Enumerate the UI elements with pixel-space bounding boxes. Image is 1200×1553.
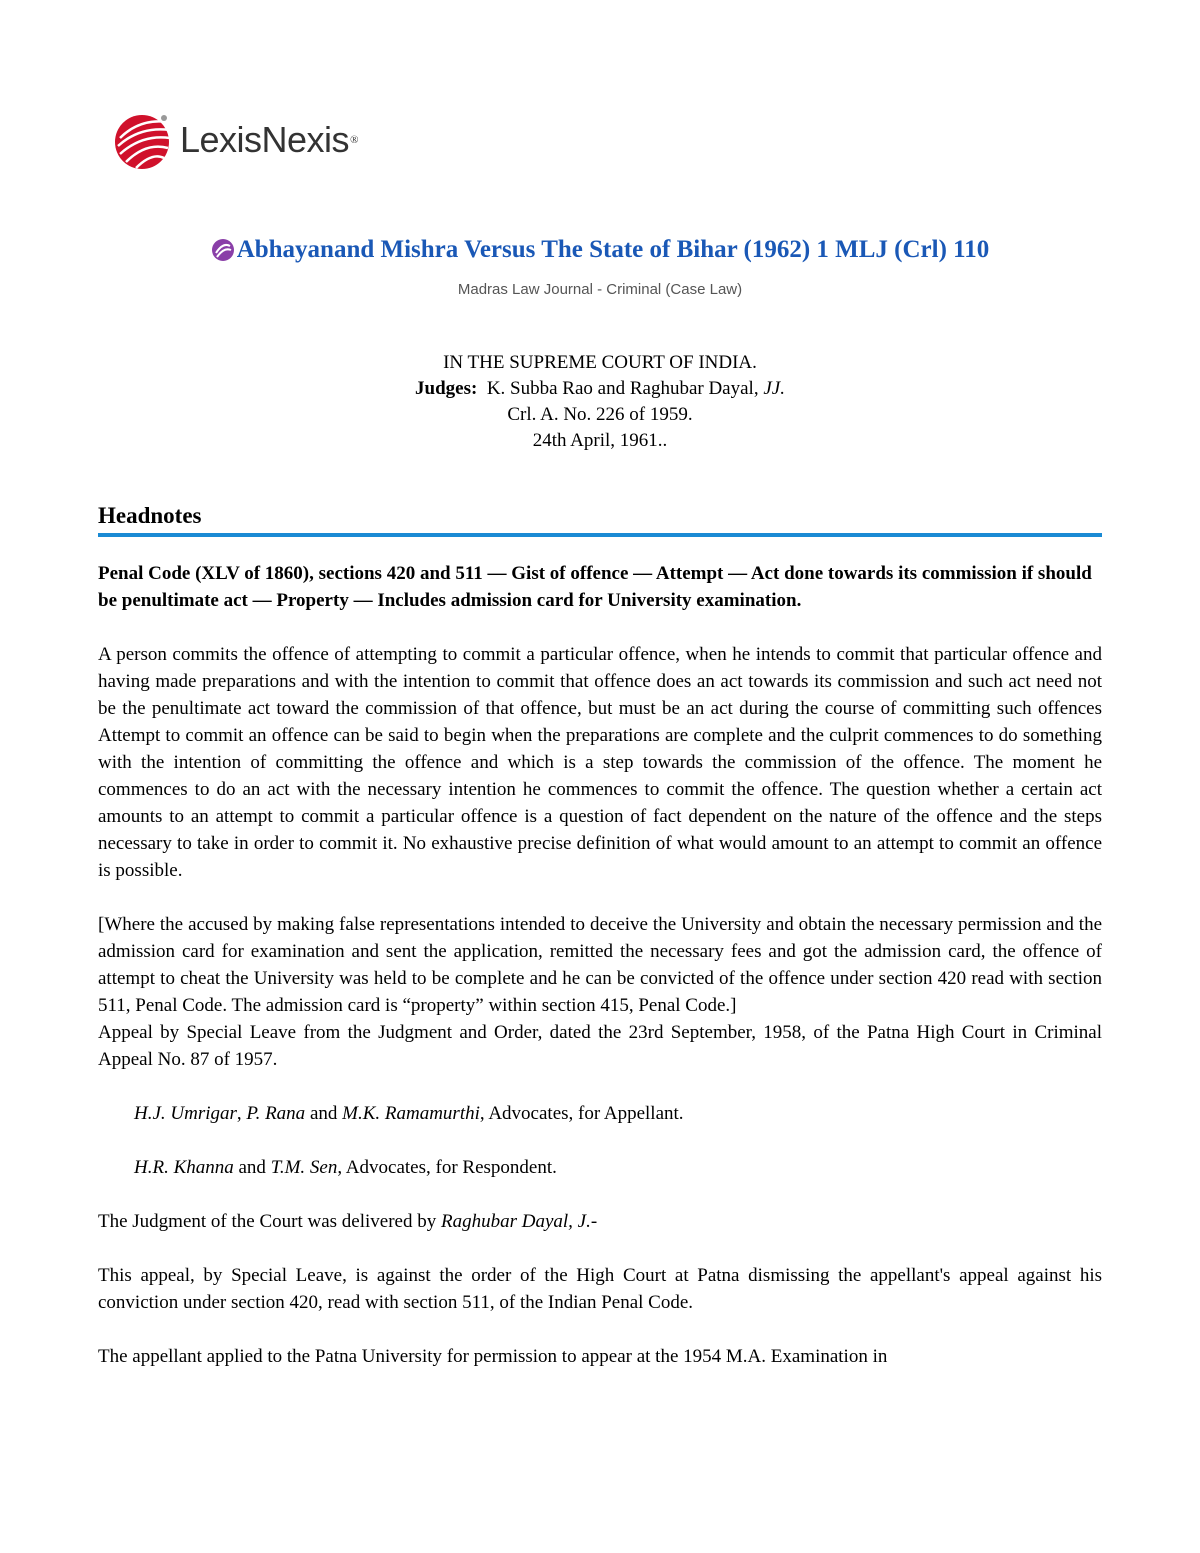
document-title[interactable]: [211, 234, 990, 266]
judges-suffix: JJ.: [763, 378, 785, 399]
advocate-role: , Advocates, for Respondent.: [337, 1157, 557, 1178]
headnotes-heading: Headnotes: [98, 503, 202, 528]
title-block: [0, 234, 1200, 298]
advocate-name: M.K. Ramamurthi: [342, 1103, 480, 1124]
document-body: [98, 560, 1102, 1397]
advocate-name: H.R. Khanna: [134, 1157, 234, 1178]
paragraph: A person commits the offence of attempting to commit a particular offence, when he intends to commit that particular offence and having made preparations and with the intention to commit that offence does an act towards its commission and such act need not be the penultimate act toward the commission of that offence, but must be an act during the course of committing such offences Attempt to commit an offence can be said to begin when the preparations are complete and the culprit commences to do something with the intention of committing the offence and which is a step towards the commission of the offence. The moment he commences to do an act with the necessary intention he commences to commit the offence. The question whether a certain act amounts to an attempt to commit a particular offence is a question of fact dependent on the nature of the offence and the steps necessary to take in order to commit it. No exhaustive precise definition of what would amount to an attempt to commit an offence is possible.: [98, 644, 1102, 881]
advocate-name: H.J. Umrigar: [134, 1103, 237, 1124]
paragraph: Appeal by Special Leave from the Judgment and Order, dated the 23rd September, 1958, of the Patna High Court in Criminal Appeal No. 87 of 1957.: [98, 1022, 1102, 1070]
paragraph: This appeal, by Special Leave, is against the order of the High Court at Patna dismissing the appellant's appeal against his conviction under section 420, read with section 511, of the Indian Penal Code.: [98, 1265, 1102, 1313]
case-law-icon: [211, 238, 235, 262]
document-title-text: Abhayanand Mishra Versus The State of Bihar (1962) 1 MLJ (Crl) 110: [236, 236, 990, 263]
judgment-delivery-line: [98, 1208, 1102, 1235]
logo-trademark: ®: [350, 134, 359, 146]
case-number: Crl. A. No. 226 of 1959.: [507, 404, 693, 425]
document-source: Madras Law Journal - Criminal (Case Law): [457, 281, 743, 298]
judges-label: Judges:: [415, 378, 478, 399]
delivery-text: The Judgment of the Court was delivered by: [98, 1211, 437, 1232]
headnote-summary: Penal Code (XLV of 1860), sections 420 and 511 — Gist of offence — Attempt — Act done towards its commission if should be penultimate act — Property — Includes admission card for University examination.: [98, 563, 1092, 611]
respondent-advocates: [98, 1154, 1102, 1181]
paragraph: The appellant applied to the Patna University for permission to appear at the 1954 M.A. Examination in: [98, 1346, 888, 1367]
judge-name: Raghubar Dayal, J.-: [440, 1211, 598, 1232]
advocate-name: T.M. Sen: [270, 1157, 338, 1178]
lexisnexis-logo: [110, 108, 358, 172]
appellant-advocates: [98, 1100, 1102, 1127]
judges-line: [0, 376, 1200, 402]
paragraph: [Where the accused by making false representations intended to deceive the University and obtain the necessary permission and the admission card for examination and sent the application, remitted the necessary fees and got the admission card, the offence of attempt to cheat the University was held to be complete and he can be convicted of the offence under section 420 read with section 511, Penal Code. The admission card is “property” within section 415, Penal Code.]: [98, 914, 1102, 1016]
court-info: [0, 350, 1200, 454]
advocate-role: , Advocates, for Appellant.: [479, 1103, 684, 1124]
section-divider: [98, 533, 1102, 537]
judges-names: K. Subba Rao and Raghubar Dayal,: [486, 378, 759, 399]
lexisnexis-globe-icon: [110, 108, 174, 172]
separator: ,: [236, 1103, 247, 1124]
judgment-date: 24th April, 1961..: [532, 430, 668, 451]
separator: and: [233, 1157, 271, 1178]
advocate-name: P. Rana: [246, 1103, 306, 1124]
separator: and: [305, 1103, 343, 1124]
court-name: IN THE SUPREME COURT OF INDIA.: [443, 352, 757, 373]
logo-wordmark: LexisNexis: [180, 119, 350, 160]
